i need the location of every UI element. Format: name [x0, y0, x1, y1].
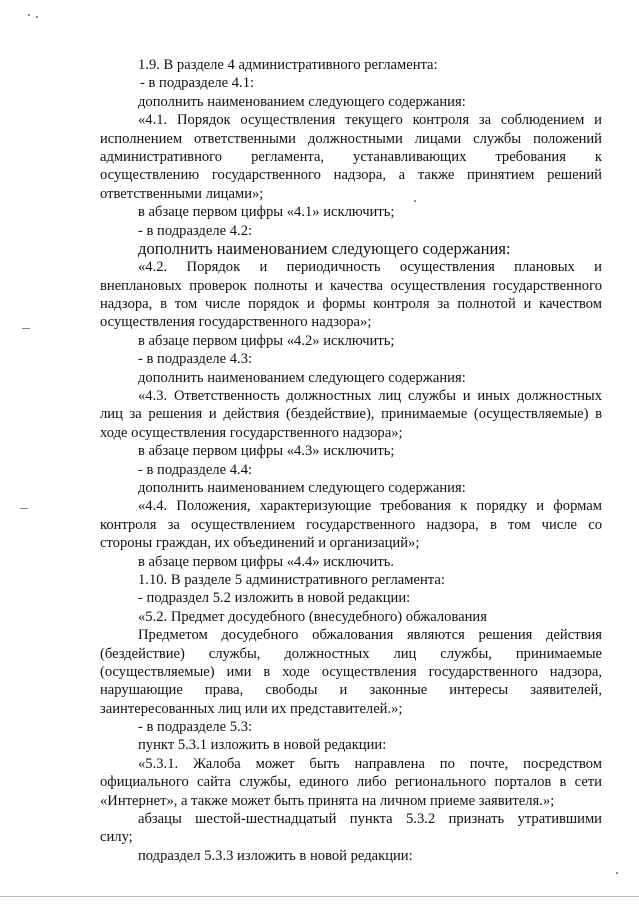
text-line: подраздел 5.3.3 изложить в новой редакции:	[138, 847, 413, 864]
text-line: дополнить наименованием следующего содержания:	[138, 238, 511, 258]
text-line: Предметом досудебного обжалования являются решения действия	[138, 627, 602, 644]
text-line: дополнить наименованием следующего содержания:	[138, 479, 466, 496]
text-line: нарушающие права, свободы и законные интересы заявителей,	[100, 682, 602, 699]
text-line: - подраздел 5.2 изложить в новой редакции:	[138, 590, 411, 607]
text-line: дополнить наименованием следующего содержания:	[138, 93, 466, 110]
text-line: заинтересованных лиц или их представителей.»;	[100, 700, 403, 717]
text-line: - в подразделе 4.2:	[138, 222, 253, 239]
text-line: (бездействие) службы, должностных лиц службы, принимаемые	[100, 645, 602, 662]
text-line: в абзаце первом цифры «4.2» исключить;	[138, 332, 395, 349]
text-line: - в подразделе 4.1:	[140, 75, 255, 92]
text-line: надзора, в том числе порядок и формы контроля за полнотой и качеством	[100, 296, 602, 313]
text-line: «4.3. Ответственность должностных лиц службы и иных должностных	[138, 388, 602, 405]
punch-mark	[22, 328, 30, 329]
text-line: «4.1. Порядок осуществления текущего контроля за соблюдением и	[138, 112, 602, 129]
scan-speck	[414, 200, 416, 202]
text-line: административного регламента, устанавливающих требования к	[100, 148, 602, 165]
text-line: исполнением ответственными должностными лицами службы положений	[100, 130, 602, 147]
text-line: (осуществляемые) ими в ходе осуществления государственного надзора,	[100, 663, 602, 680]
text-line: осуществлению государственного надзора, а также принятием решений	[100, 167, 602, 184]
scan-speck	[616, 872, 618, 874]
text-line: стороны граждан, их объединений и организаций»;	[100, 535, 420, 552]
text-line: в абзаце первом цифры «4.4» исключить.	[138, 553, 395, 570]
text-line: - в подразделе 4.3:	[138, 351, 253, 368]
text-line: абзацы шестой-шестнадцатый пункта 5.3.2 признать утратившими	[138, 811, 602, 828]
text-line: «4.2. Порядок и периодичность осуществления плановых и	[138, 259, 602, 276]
text-line: в абзаце первом цифры «4.3» исключить;	[138, 443, 395, 460]
text-line: лиц за решения и действия (бездействие), принимаемые (осуществляемые) в	[100, 406, 602, 423]
text-line: 1.9. В разделе 4 административного регламента:	[138, 57, 438, 73]
scan-speck	[36, 16, 38, 18]
document-body	[100, 56, 602, 865]
text-line: осуществления государственного надзора»;	[100, 314, 372, 331]
text-line: официального сайта службы, единого либо регионального порталов в сети	[100, 774, 602, 791]
text-line: - в подразделе 4.4:	[138, 461, 253, 478]
scan-speck	[28, 14, 30, 16]
text-line: «5.2. Предмет досудебного (внесудебного) обжалования	[138, 608, 487, 625]
text-line: в абзаце первом цифры «4.1» исключить;	[138, 204, 395, 221]
text-line: 1.10. В разделе 5 административного регламента:	[138, 571, 445, 588]
text-line: ответственными лицами»;	[100, 185, 264, 202]
punch-mark	[20, 508, 28, 509]
text-line: - в подразделе 5.3:	[138, 719, 253, 736]
text-line: дополнить наименованием следующего содержания:	[138, 369, 466, 386]
text-line: «5.3.1. Жалоба может быть направлена по почте, посредством	[138, 755, 602, 772]
page-bottom-edge	[0, 896, 639, 897]
text-line: ходе осуществления государственного надзора»;	[100, 424, 403, 441]
text-line: «Интернет», а также может быть принята на личном приеме заявителя.»;	[100, 792, 555, 809]
text-line: контроля за осуществлением государственного надзора, в том числе со	[100, 516, 602, 533]
text-line: силу;	[100, 829, 133, 846]
text-line: «4.4. Положения, характеризующие требования к порядку и формам	[138, 498, 602, 515]
text-line: внеплановых проверок полноты и качества осуществления государственного	[100, 277, 602, 294]
text-line: пункт 5.3.1 изложить в новой редакции:	[138, 737, 387, 754]
